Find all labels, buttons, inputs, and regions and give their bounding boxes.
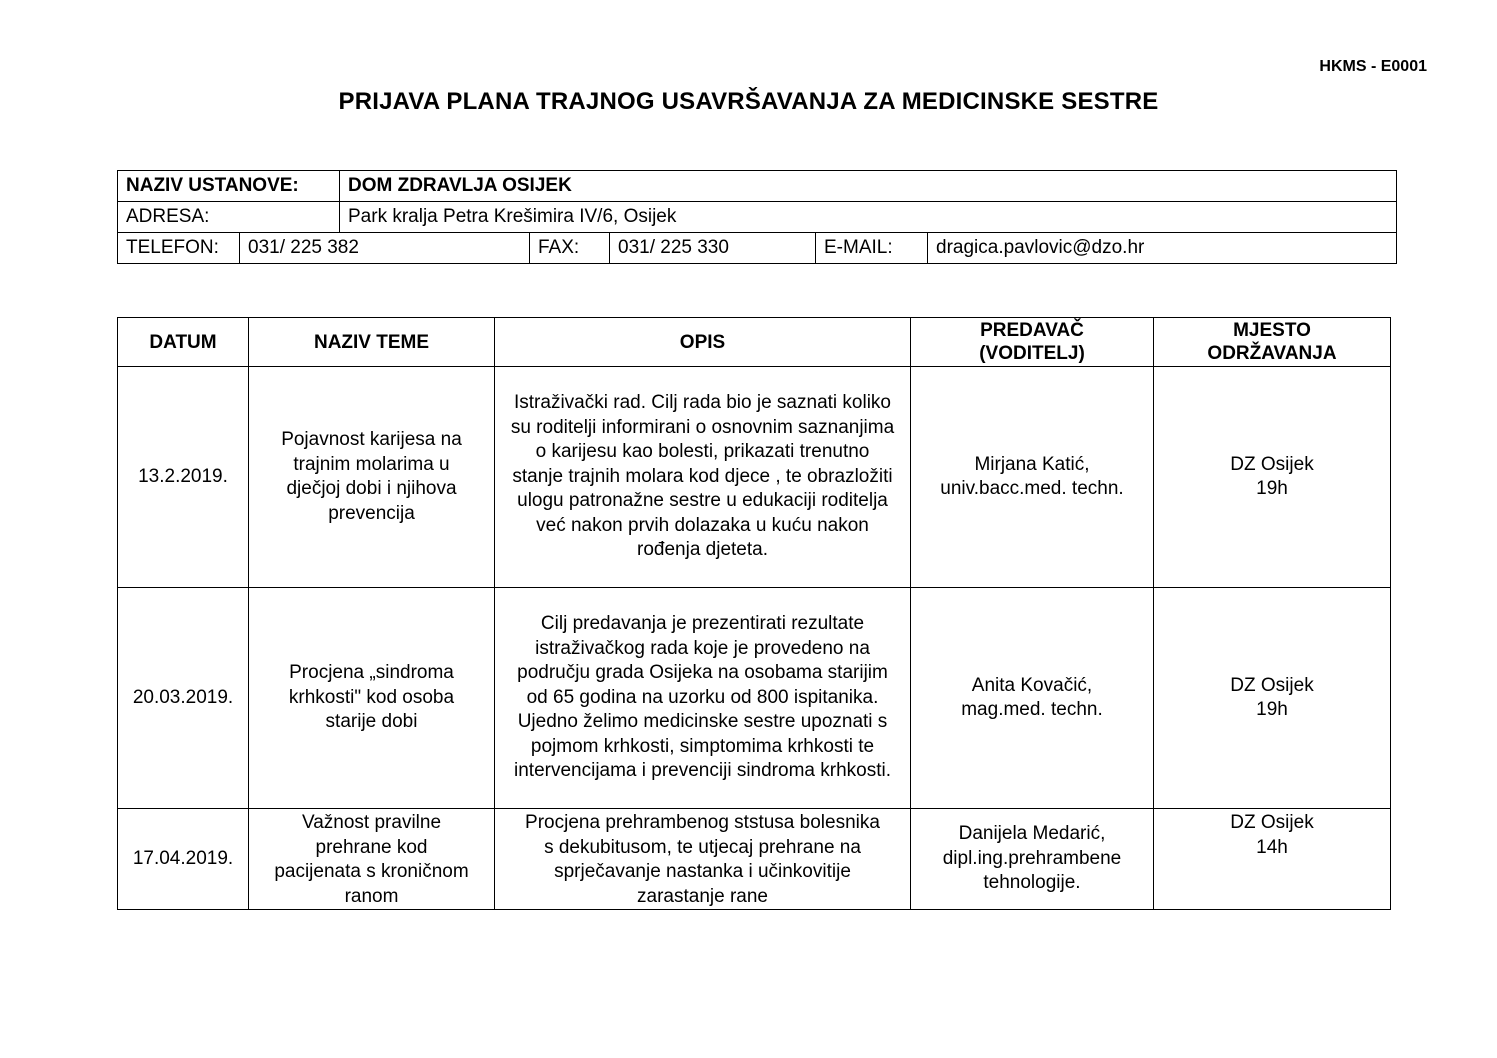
row-description-text: Cilj predavanja je prezentirati rezultate istraživačkog rada koje je provedeno na području grada Osijeka na osobama starijim od 65 godina na uzorku od 800 ispitanika. Ujedno želimo medicinske sestre upoznati s pojmom krhkosti, simptomima krhkosti te intervencijama i prevenciji sindroma krhkosti.	[514, 613, 891, 782]
plan-header-row	[118, 318, 1391, 367]
institution-address-row	[118, 202, 1397, 233]
page-title: PRIJAVA PLANA TRAJNOG USAVRŠAVANJA ZA MEDICINSKE SESTRE	[338, 88, 1159, 115]
header-description: OPIS	[495, 318, 911, 367]
lecturer-name: Danijela Medarić,	[958, 823, 1106, 845]
header-lecturer-text: PREDAVAČ (VODITELJ)	[979, 320, 1085, 364]
lecturer-name: Anita Kovačić,	[971, 674, 1093, 696]
row-lecturer	[911, 809, 1154, 910]
table-row	[118, 367, 1391, 588]
place-time: 19h	[1256, 478, 1288, 499]
place-time: 19h	[1256, 699, 1288, 720]
institution-name-row	[118, 171, 1397, 202]
row-topic-text: Procjena „sindroma krhkosti" kod osoba starije dobi	[288, 662, 455, 733]
table-row	[118, 588, 1391, 809]
row-place	[1154, 809, 1391, 910]
email-value: dragica.pavlovic@dzo.hr	[928, 233, 1397, 264]
institution-contact-row	[118, 233, 1397, 264]
row-topic-text: Pojavnost karijesa na trajnim molarima u dječjoj dobi i njihova prevencija	[281, 429, 462, 524]
header-date: DATUM	[118, 318, 249, 367]
document-code: HKMS - E0001	[1319, 58, 1427, 75]
lecturer-title: mag.med. techn.	[961, 699, 1103, 720]
row-description	[495, 809, 911, 910]
row-topic	[249, 809, 495, 910]
row-date: 20.03.2019.	[118, 588, 249, 809]
place-name: DZ Osijek	[1230, 812, 1314, 833]
row-description-text: Istraživački rad. Cilj rada bio je saznati koliko su roditelji informirani o osnovnim saznanjima o karijesu kao bolesti, prikazati trenutno stanje trajnih molara kod djece , te obrazložiti ulogu patronažne sestre u edukaciji roditelja već nakon prvih dolazaka u kuću nakon rođenja djeteta.	[510, 392, 895, 561]
row-date: 13.2.2019.	[118, 367, 249, 588]
header-place-text: MJESTO ODRŽAVANJA	[1207, 320, 1337, 364]
phone-label: TELEFON:	[118, 233, 240, 264]
row-topic	[249, 588, 495, 809]
fax-value: 031/ 225 330	[610, 233, 816, 264]
place-name: DZ Osijek	[1230, 453, 1314, 475]
row-lecturer	[911, 367, 1154, 588]
row-description	[495, 367, 911, 588]
header-topic: NAZIV TEME	[249, 318, 495, 367]
email-label: E-MAIL:	[816, 233, 928, 264]
address-value: Park kralja Petra Krešimira IV/6, Osijek	[340, 202, 1397, 233]
institution-table	[117, 170, 1397, 264]
row-topic	[249, 367, 495, 588]
phone-value: 031/ 225 382	[240, 233, 530, 264]
row-description-text: Procjena prehrambenog ststusa bolesnika s dekubitusom, te utjecaj prehrane na sprječavanje nastanka i učinkovitije zarastanje rane	[525, 812, 880, 907]
row-lecturer	[911, 588, 1154, 809]
place-time: 14h	[1256, 836, 1288, 858]
plan-table	[117, 317, 1391, 910]
fax-label: FAX:	[530, 233, 610, 264]
header-lecturer	[911, 318, 1154, 367]
table-row	[118, 809, 1391, 910]
lecturer-name: Mirjana Katić,	[974, 453, 1090, 475]
row-place	[1154, 367, 1391, 588]
header-place	[1154, 318, 1391, 367]
lecturer-title: dipl.ing.prehrambene tehnologije.	[942, 847, 1122, 894]
row-date: 17.04.2019.	[118, 809, 249, 910]
lecturer-title: univ.bacc.med. techn.	[940, 478, 1124, 499]
row-place	[1154, 588, 1391, 809]
place-name: DZ Osijek	[1230, 674, 1314, 696]
name-value: DOM ZDRAVLJA OSIJEK	[340, 171, 1397, 202]
row-description	[495, 588, 911, 809]
row-topic-text: Važnost pravilne prehrane kod pacijenata s kroničnom ranom	[274, 812, 469, 907]
name-label: NAZIV USTANOVE:	[118, 171, 340, 202]
address-label: ADRESA:	[118, 202, 340, 233]
